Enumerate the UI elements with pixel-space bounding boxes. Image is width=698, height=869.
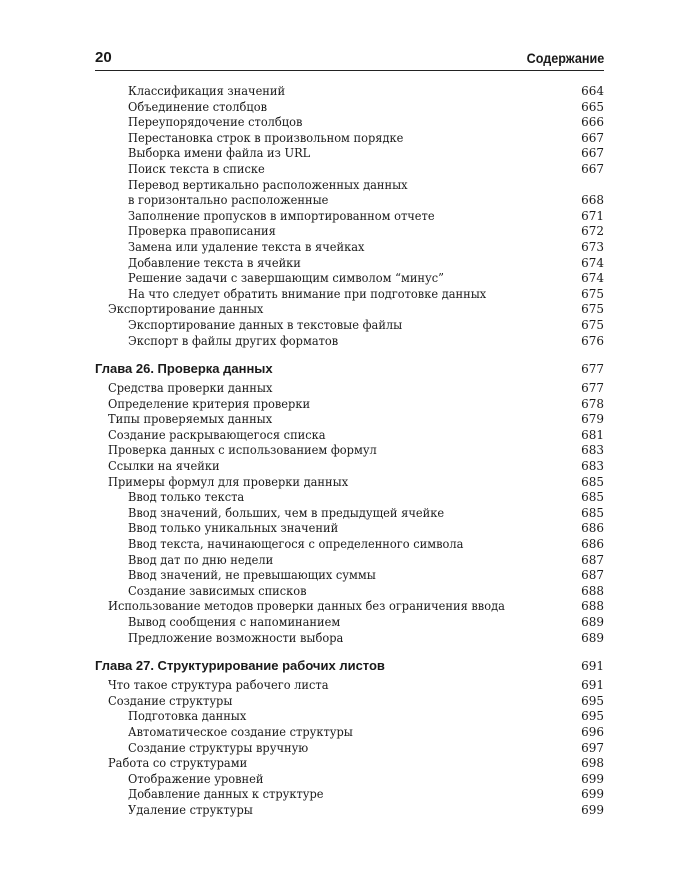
toc-entry-text: Ввод значений, не превышающих суммы: [128, 568, 376, 583]
toc-entry-text: Ввод текста, начинающегося с определенного символа: [128, 537, 464, 552]
toc-entry-page: 685: [581, 490, 604, 505]
toc-entry: [95, 318, 604, 334]
toc-entry: [95, 631, 604, 647]
toc-entry-text: Экспортирование данных в текстовые файлы: [128, 317, 403, 332]
toc-entry-page: 686: [581, 537, 604, 552]
page-number: 20: [95, 49, 112, 66]
toc-entry-text: Перевод вертикально расположенных данных: [128, 177, 408, 192]
toc-entry: [95, 443, 604, 459]
toc-entry: [95, 131, 604, 147]
toc-entry-page: 686: [581, 521, 604, 536]
toc-entry-text: Заполнение пропусков в импортированном отчете: [128, 208, 435, 223]
toc-entry-page: 688: [581, 599, 604, 614]
toc-entry: [95, 84, 604, 100]
toc-entry: [95, 506, 604, 522]
toc-entry-page: 678: [581, 396, 604, 411]
toc-entry: [95, 334, 604, 350]
toc-entry-page: 667: [581, 146, 604, 161]
chapter-heading-27: [95, 657, 604, 675]
toc-top-list: [95, 84, 604, 349]
toc-entry-page: 699: [581, 787, 604, 802]
chapter-page: 691: [581, 659, 604, 674]
toc-entry-page: 675: [581, 302, 604, 317]
toc-entry: [95, 521, 604, 537]
toc-entry-page: 675: [581, 317, 604, 332]
toc-entry: [95, 428, 604, 444]
toc-entry: [95, 287, 604, 303]
toc-entry-text: Добавление текста в ячейки: [128, 255, 301, 270]
toc-entry-text: Экспортирование данных: [108, 302, 264, 317]
toc-entry-text: Объединение столбцов: [128, 99, 268, 114]
toc-entry-page: 672: [581, 224, 604, 239]
toc-entry: [95, 537, 604, 553]
chapter-heading-26: [95, 360, 604, 378]
toc-entry-text: Вывод сообщения с напоминанием: [128, 615, 341, 629]
toc-entry-text: Использование методов проверки данных без ограничения ввода: [108, 599, 505, 614]
toc-entry-page: 685: [581, 474, 604, 489]
toc-entry-text: Переупорядочение столбцов: [128, 115, 303, 130]
toc-entry: [95, 146, 604, 162]
toc-entry-page: 689: [581, 630, 604, 645]
toc-entry-page: 675: [581, 286, 604, 301]
toc-entry-page: 674: [581, 255, 604, 270]
toc-entry-text: Ввод дат по дню недели: [128, 552, 274, 567]
toc-entry-text: Подготовка данных: [128, 709, 247, 724]
toc-entry-text: Ввод только текста: [128, 490, 245, 505]
toc-entry-page: 683: [581, 443, 604, 458]
toc-entry-page: 681: [581, 427, 604, 442]
toc-entry: [95, 568, 604, 584]
toc-entry-text: Выборка имени файла из URL: [128, 146, 311, 161]
toc-entry: [95, 162, 604, 178]
toc-entry-text: Ввод только уникальных значений: [128, 521, 339, 536]
toc-entry: [95, 709, 604, 725]
toc-entry-page: 695: [581, 709, 604, 724]
toc-entry-text: Перестановка строк в произвольном порядке: [128, 130, 404, 145]
toc-entry-page: 666: [581, 115, 604, 130]
toc-entry-text: Классификация значений: [128, 84, 286, 98]
toc-entry: [95, 178, 604, 194]
toc-entry-page: 688: [581, 583, 604, 598]
toc-entry: [95, 256, 604, 272]
toc-entry: [95, 725, 604, 741]
chapter-26-list: [95, 381, 604, 646]
toc-entry-text: Решение задачи с завершающим символом “минус”: [128, 271, 444, 286]
toc-entry-page: 689: [581, 615, 604, 629]
toc-entry-page: 676: [581, 333, 604, 348]
toc-entry: [95, 412, 604, 428]
toc-entry-page: 695: [581, 693, 604, 708]
toc-entry-page: 671: [581, 208, 604, 223]
toc-entry-page: 698: [581, 756, 604, 771]
section-title: Содержание: [526, 50, 604, 66]
toc-entry: [95, 772, 604, 788]
toc-entry-page: 665: [581, 99, 604, 114]
toc-entry-page: 683: [581, 459, 604, 474]
toc-entry-text: Примеры формул для проверки данных: [108, 474, 349, 489]
toc-entry-text: Создание структуры: [108, 693, 233, 708]
toc-entry: [95, 381, 604, 397]
toc-entry-text: Автоматическое создание структуры: [128, 724, 353, 739]
chapter-27-list: [95, 678, 604, 818]
toc-entry: [95, 193, 604, 209]
toc-entry: [95, 803, 604, 819]
toc-entry-text: в горизонтально расположенные: [128, 193, 329, 208]
toc-entry: [95, 271, 604, 287]
toc-entry-text: На что следует обратить внимание при подготовке данных: [128, 286, 487, 301]
toc-entry-text: Добавление данных к структуре: [128, 787, 324, 802]
toc-entry: [95, 397, 604, 413]
toc-entry: [95, 553, 604, 569]
toc-entry: [95, 756, 604, 772]
toc-entry: [95, 694, 604, 710]
toc-entry: [95, 224, 604, 240]
toc-entry-page: 664: [581, 84, 604, 98]
toc-entry-page: 668: [581, 193, 604, 208]
toc-entry-text: Ввод значений, больших, чем в предыдущей ячейке: [128, 505, 445, 520]
toc-entry: [95, 678, 604, 694]
toc-entry-page: 691: [581, 678, 604, 693]
toc-entry: [95, 302, 604, 318]
toc-entry-text: Предложение возможности выбора: [128, 630, 344, 645]
toc-entry: [95, 584, 604, 600]
toc-entry-text: Экспорт в файлы других форматов: [128, 333, 339, 348]
toc-entry-text: Определение критерия проверки: [108, 396, 311, 411]
toc-entry: [95, 240, 604, 256]
toc-entry: [95, 787, 604, 803]
toc-entry-text: Ссылки на ячейки: [108, 459, 220, 474]
toc-entry-text: Отображение уровней: [128, 771, 264, 786]
toc-entry: [95, 599, 604, 615]
toc-entry-page: 679: [581, 412, 604, 427]
toc-entry: [95, 490, 604, 506]
toc-entry: [95, 615, 604, 631]
toc-entry-page: 696: [581, 724, 604, 739]
toc-entry-text: Создание зависимых списков: [128, 583, 307, 598]
toc-entry: [95, 741, 604, 757]
toc-entry-page: 687: [581, 552, 604, 567]
toc-entry-page: 697: [581, 740, 604, 755]
toc-entry: [95, 100, 604, 116]
toc-entry-text: Создание структуры вручную: [128, 740, 309, 755]
toc-entry-page: 673: [581, 239, 604, 254]
toc-entry-text: Поиск текста в списке: [128, 161, 265, 176]
toc-entry-page: 667: [581, 130, 604, 145]
toc-entry: [95, 209, 604, 225]
toc-entry-text: Удаление структуры: [128, 802, 253, 817]
toc-entry: [95, 115, 604, 131]
book-page: [95, 44, 604, 819]
toc-entry-page: 687: [581, 568, 604, 583]
toc-entry-text: Создание раскрывающегося списка: [108, 427, 326, 442]
toc-entry-page: 674: [581, 271, 604, 286]
chapter-page: 677: [581, 362, 604, 377]
toc-entry-text: Проверка данных с использованием формул: [108, 443, 377, 458]
chapter-title: Глава 27. Структурирование рабочих листов: [95, 658, 385, 674]
toc-entry-page: 699: [581, 802, 604, 817]
toc-entry-page: 677: [581, 381, 604, 396]
toc-entry: [95, 459, 604, 475]
toc-entry-text: Замена или удаление текста в ячейках: [128, 239, 365, 254]
toc-entry-page: 685: [581, 505, 604, 520]
toc-entry-text: Что такое структура рабочего листа: [108, 678, 329, 693]
toc-entry-text: Типы проверяемых данных: [108, 412, 273, 427]
toc-entry: [95, 475, 604, 491]
chapter-title: Глава 26. Проверка данных: [95, 361, 273, 377]
toc-entry-text: Средства проверки данных: [108, 381, 273, 396]
toc-entry-text: Работа со структурами: [108, 756, 248, 771]
toc-entry-text: Проверка правописания: [128, 224, 276, 239]
running-header: [95, 44, 604, 71]
table-of-contents: [95, 84, 604, 819]
toc-entry-page: 667: [581, 161, 604, 176]
toc-entry-page: 699: [581, 771, 604, 786]
